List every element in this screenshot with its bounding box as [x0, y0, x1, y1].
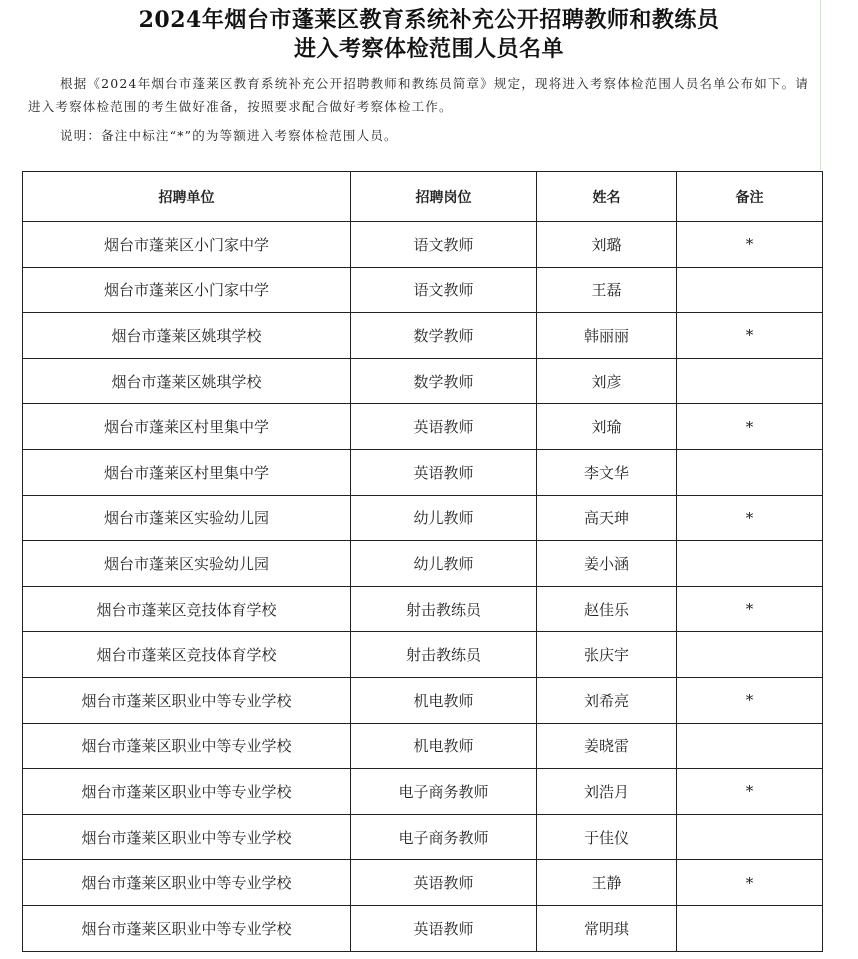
- header-position: 招聘岗位: [351, 172, 537, 222]
- cell-name: 于佳仪: [537, 814, 677, 860]
- cell-unit: 烟台市蓬莱区小门家中学: [23, 222, 351, 268]
- cell-unit: 烟台市蓬莱区职业中等专业学校: [23, 677, 351, 723]
- table-row: [23, 222, 823, 268]
- cell-name: 赵佳乐: [537, 586, 677, 632]
- cell-unit: 烟台市蓬莱区实验幼儿园: [23, 495, 351, 541]
- cell-remark: *: [677, 495, 823, 541]
- cell-name: 王静: [537, 860, 677, 906]
- candidate-table: [22, 171, 823, 952]
- table-row: [23, 632, 823, 678]
- cell-name: 刘璐: [537, 222, 677, 268]
- cell-unit: 烟台市蓬莱区村里集中学: [23, 404, 351, 450]
- cell-position: 机电教师: [351, 723, 537, 769]
- cell-position: 幼儿教师: [351, 495, 537, 541]
- cell-position: 电子商务教师: [351, 769, 537, 815]
- cell-remark: *: [677, 860, 823, 906]
- cell-remark: [677, 267, 823, 313]
- cell-remark: *: [677, 313, 823, 359]
- cell-position: 机电教师: [351, 677, 537, 723]
- cell-remark: [677, 358, 823, 404]
- table-row: [23, 905, 823, 951]
- cell-name: 刘希亮: [537, 677, 677, 723]
- document-title-line-1: 2024年烟台市蓬莱区教育系统补充公开招聘教师和教练员: [138, 7, 720, 33]
- cell-remark: [677, 905, 823, 951]
- table-row: [23, 267, 823, 313]
- cell-remark: *: [677, 769, 823, 815]
- cell-name: 张庆宇: [537, 632, 677, 678]
- cell-name: 姜晓雷: [537, 723, 677, 769]
- cell-unit: 烟台市蓬莱区村里集中学: [23, 449, 351, 495]
- table-row: [23, 814, 823, 860]
- cell-position: 英语教师: [351, 449, 537, 495]
- table-row: [23, 586, 823, 632]
- table-row: [23, 404, 823, 450]
- cell-position: 语文教师: [351, 222, 537, 268]
- cell-position: 电子商务教师: [351, 814, 537, 860]
- cell-remark: *: [677, 677, 823, 723]
- cell-unit: 烟台市蓬莱区职业中等专业学校: [23, 769, 351, 815]
- table-row: [23, 449, 823, 495]
- table-header-row: [23, 172, 823, 222]
- table-row: [23, 313, 823, 359]
- cell-position: 语文教师: [351, 267, 537, 313]
- cell-name: 刘瑜: [537, 404, 677, 450]
- cell-unit: 烟台市蓬莱区职业中等专业学校: [23, 905, 351, 951]
- cell-position: 幼儿教师: [351, 541, 537, 587]
- cell-remark: *: [677, 222, 823, 268]
- cell-position: 英语教师: [351, 905, 537, 951]
- table-row: [23, 677, 823, 723]
- cell-unit: 烟台市蓬莱区小门家中学: [23, 267, 351, 313]
- document-title-line-2: 进入考察体检范围人员名单: [293, 36, 564, 62]
- cell-unit: 烟台市蓬莱区竞技体育学校: [23, 632, 351, 678]
- table-row: [23, 723, 823, 769]
- table-row: [23, 541, 823, 587]
- cell-unit: 烟台市蓬莱区姚琪学校: [23, 313, 351, 359]
- table-row: [23, 495, 823, 541]
- table-row: [23, 860, 823, 906]
- cell-remark: [677, 541, 823, 587]
- cell-remark: [677, 814, 823, 860]
- cell-name: 姜小涵: [537, 541, 677, 587]
- header-remark: 备注: [677, 172, 823, 222]
- cell-name: 韩丽丽: [537, 313, 677, 359]
- cell-remark: [677, 449, 823, 495]
- note-paragraph: 说明：备注中标注“*”的为等额进入考察体检范围人员。: [60, 128, 398, 143]
- cell-unit: 烟台市蓬莱区竞技体育学校: [23, 586, 351, 632]
- cell-unit: 烟台市蓬莱区职业中等专业学校: [23, 814, 351, 860]
- cell-name: 刘彦: [537, 358, 677, 404]
- cell-unit: 烟台市蓬莱区姚琪学校: [23, 358, 351, 404]
- cell-position: 射击教练员: [351, 632, 537, 678]
- cell-remark: *: [677, 586, 823, 632]
- table-row: [23, 769, 823, 815]
- header-name: 姓名: [537, 172, 677, 222]
- cell-unit: 烟台市蓬莱区职业中等专业学校: [23, 860, 351, 906]
- table-body: [23, 222, 823, 952]
- cell-remark: *: [677, 404, 823, 450]
- cell-remark: [677, 723, 823, 769]
- cell-name: 高天珅: [537, 495, 677, 541]
- cell-position: 数学教师: [351, 313, 537, 359]
- cell-position: 数学教师: [351, 358, 537, 404]
- intro-paragraph: 根据《2024年烟台市蓬莱区教育系统补充公开招聘教师和教练员简章》规定，现将进入考察体检范围人员名单公布如下。请进入考察体检范围的考生做好准备，按照要求配合做好考察体检工作。: [28, 76, 810, 114]
- cell-name: 刘浩月: [537, 769, 677, 815]
- cell-name: 常明琪: [537, 905, 677, 951]
- cell-position: 英语教师: [351, 404, 537, 450]
- cell-unit: 烟台市蓬莱区实验幼儿园: [23, 541, 351, 587]
- table-row: [23, 358, 823, 404]
- cell-unit: 烟台市蓬莱区职业中等专业学校: [23, 723, 351, 769]
- cell-name: 王磊: [537, 267, 677, 313]
- cell-name: 李文华: [537, 449, 677, 495]
- cell-position: 射击教练员: [351, 586, 537, 632]
- cell-position: 英语教师: [351, 860, 537, 906]
- cell-remark: [677, 632, 823, 678]
- header-unit: 招聘单位: [23, 172, 351, 222]
